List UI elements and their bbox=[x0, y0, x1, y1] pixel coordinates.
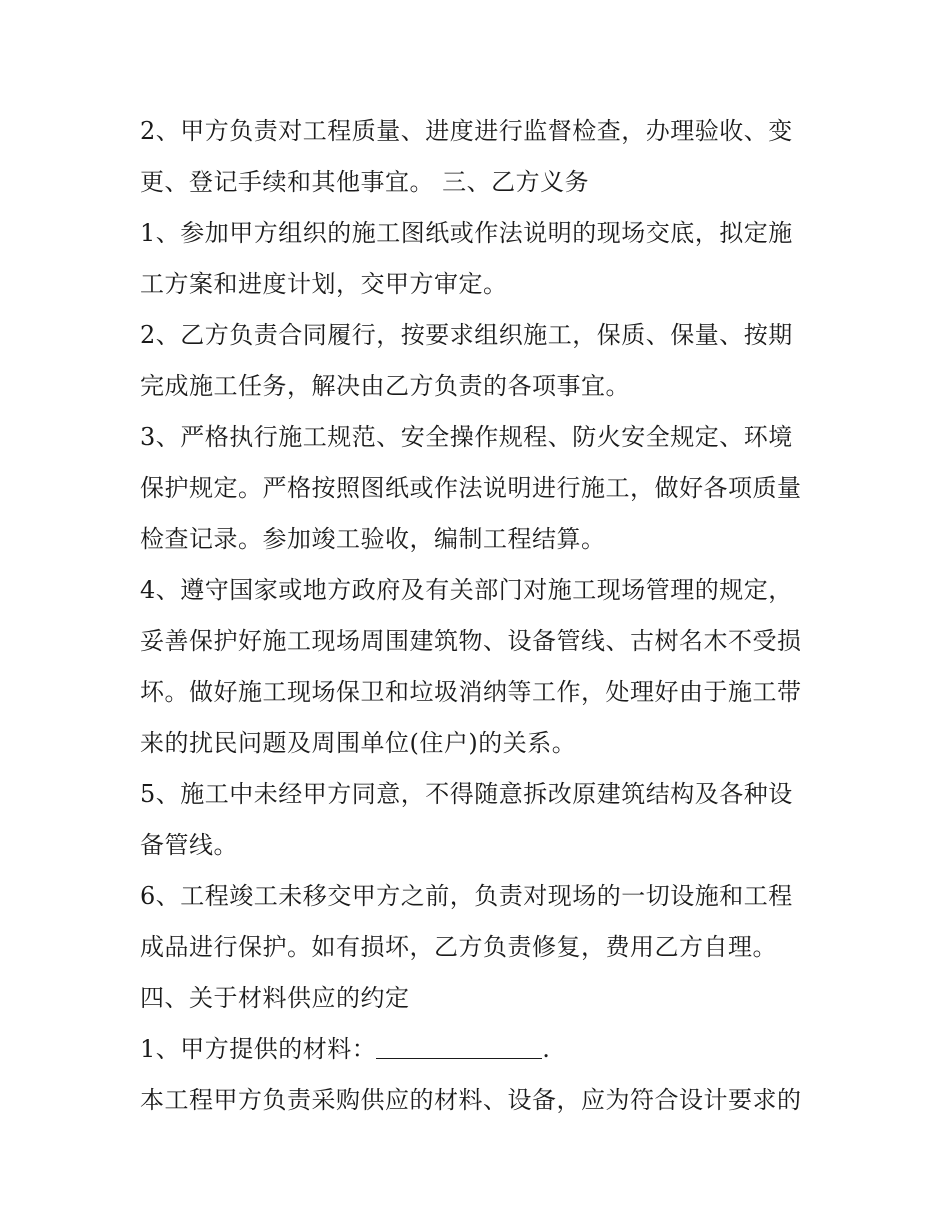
text-line: 本工程甲方负责采购供应的材料、设备，应为符合设计要求的 bbox=[140, 1086, 802, 1114]
materials-line bbox=[140, 1024, 820, 1075]
text-line: 备管线。 bbox=[140, 831, 238, 859]
text-line: 妥善保护好施工现场周围建筑物、设备管线、古树名木不受损 bbox=[140, 627, 802, 655]
text-line: 来的扰民问题及周围单位(住户)的关系。 bbox=[140, 729, 577, 757]
text-line: 检查记录。参加竣工验收，编制工程结算。 bbox=[140, 525, 606, 553]
text-line: 保护规定。严格按照图纸或作法说明进行施工，做好各项质量 bbox=[140, 474, 802, 502]
text-line: 1、参加甲方组织的施工图纸或作法说明的现场交底，拟定施 bbox=[140, 219, 793, 247]
text-line: 完成施工任务，解决由乙方负责的各项事宜。 bbox=[140, 372, 630, 400]
text-line: 4、遵守国家或地方政府及有关部门对施工现场管理的规定， bbox=[140, 576, 793, 604]
materials-label: 1、甲方提供的材料： bbox=[140, 1035, 377, 1063]
text-line: 更、登记手续和其他事宜。 三、乙方义务 bbox=[140, 168, 590, 196]
text-line: 6、工程竣工未移交甲方之前，负责对现场的一切设施和工程 bbox=[140, 882, 793, 910]
text-line: 2、乙方负责合同履行，按要求组织施工，保质、保量、按期 bbox=[140, 321, 793, 349]
fill-in-blank bbox=[376, 1036, 542, 1059]
text-line: 坏。做好施工现场保卫和垃圾消纳等工作，处理好由于施工带 bbox=[140, 678, 802, 706]
document-body bbox=[140, 106, 820, 1126]
text-line: 2、甲方负责对工程质量、进度进行监督检查，办理验收、变 bbox=[140, 117, 793, 145]
section-heading: 四、关于材料供应的约定 bbox=[140, 984, 410, 1012]
text-line: 成品进行保护。如有损坏，乙方负责修复，费用乙方自理。 bbox=[140, 933, 777, 961]
materials-suffix: . bbox=[542, 1035, 551, 1063]
text-line: 工方案和进度计划，交甲方审定。 bbox=[140, 270, 508, 298]
text-line: 3、严格执行施工规范、安全操作规程、防火安全规定、环境 bbox=[140, 423, 793, 451]
text-line: 5、施工中未经甲方同意，不得随意拆改原建筑结构及各种设 bbox=[140, 780, 793, 808]
